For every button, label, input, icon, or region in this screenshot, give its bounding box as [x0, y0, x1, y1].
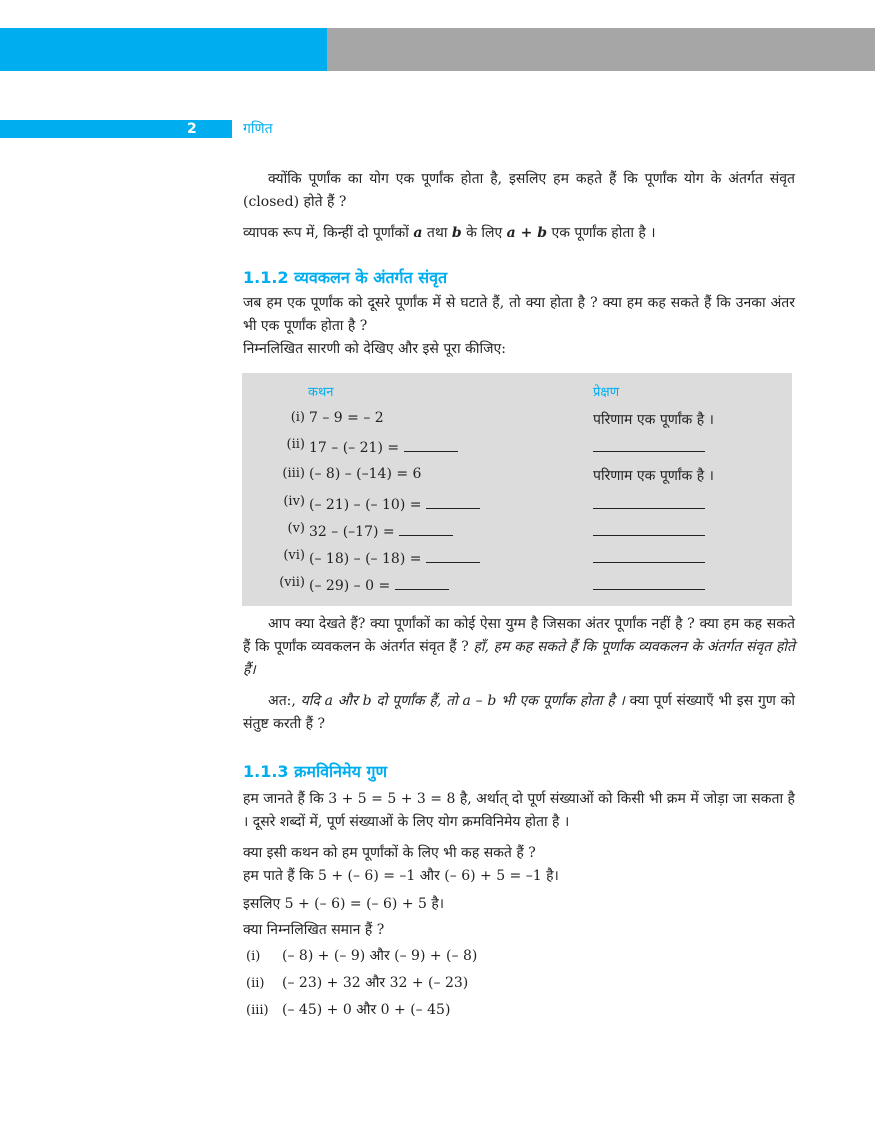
conclusion-paragraph	[243, 690, 795, 736]
page-number: 2	[187, 121, 197, 137]
item-number: (iii)	[246, 1003, 269, 1018]
section-paragraph: हम जानते हैं कि 3 + 5 = 5 + 3 = 8 है, अर्थात् दो पूर्ण संख्याओं को किसी भी क्रम में जोड़ा जा सकता है । दूसरे शब्दों में, पूर्ण संख्याओं के लिए योग क्रमविनिमेय होता है ।	[243, 791, 795, 830]
expression-text: 32 – (–17) =	[309, 524, 395, 540]
text: तथा	[422, 225, 452, 241]
row-number: (vii)	[279, 575, 305, 590]
text: व्यापक रूप में, किन्हीं दो पूर्णांकों	[243, 225, 414, 241]
expression-text: 7 – 9 = – 2	[309, 410, 384, 426]
row-expression	[309, 494, 480, 513]
answer-blank[interactable]	[426, 494, 480, 509]
table-row	[242, 494, 792, 518]
text: के लिए	[461, 225, 507, 241]
observation-text: परिणाम एक पूर्णांक है ।	[593, 412, 714, 428]
row-observation	[593, 410, 714, 429]
row-observation	[593, 521, 705, 540]
answer-blank[interactable]	[399, 521, 453, 536]
intro-paragraph: क्योंकि पूर्णांक का योग एक पूर्णांक होता है, इसलिए हम कहते हैं कि पूर्णांक योग के अंतर्गत संवृत (closed) होते हैं ?	[243, 171, 795, 210]
question-list	[246, 943, 477, 1024]
row-observation	[593, 548, 705, 567]
table-row	[242, 521, 792, 545]
text: क्या पूर्ण संख्याएँ भी इस गुण को संतुष्ट करती हैं ?	[243, 693, 796, 732]
section-paragraph: इसलिए 5 + (– 6) = (– 6) + 5 है।	[243, 896, 445, 912]
row-observation	[593, 437, 705, 456]
row-number: (vi)	[283, 548, 305, 563]
item-text: (– 45) + 0 और 0 + (– 45)	[282, 1002, 451, 1018]
table-row	[242, 466, 792, 490]
expression-text: (– 18) – (– 18) =	[309, 551, 422, 567]
text: आप क्या देखते हैं? क्या पूर्णांकों का कोई ऐसा युग्म है जिसका अंतर पूर्णांक नहीं है ? क्या हम कह सकते हैं कि पूर्णांक व्यवकलन के अंतर्गत संवृत हैं ?	[243, 616, 795, 655]
section-paragraph: निम्नलिखित सारणी को देखिए और इसे पूरा कीजिए:	[243, 341, 506, 357]
answer-blank[interactable]	[395, 575, 449, 590]
section-heading-1-1-2: 1.1.2 व्यवकलन के अंतर्गत संवृत	[243, 268, 448, 287]
table-row	[242, 410, 792, 434]
top-banner-gray	[327, 28, 875, 71]
section-heading-1-1-3: 1.1.3 क्रमविनिमेय गुण	[243, 762, 388, 781]
section-paragraph: क्या निम्नलिखित समान हैं ?	[243, 922, 385, 938]
italic-conclusion: हाँ, हम कह सकते हैं कि पूर्णांक व्यवकलन के अंतर्गत संवृत होते हैं।	[243, 639, 795, 678]
row-expression	[309, 548, 480, 567]
row-number: (i)	[290, 410, 305, 425]
row-expression	[309, 437, 458, 456]
var-a: a	[413, 225, 423, 241]
answer-blank[interactable]	[426, 548, 480, 563]
section-paragraph: हम पाते हैं कि 5 + (– 6) = –1 और (– 6) + 5 = –1 है।	[243, 868, 559, 884]
list-item	[246, 970, 477, 997]
var-b: b	[451, 225, 462, 241]
expression-text: (– 29) – 0 =	[309, 578, 391, 594]
subject-title: गणित	[243, 121, 273, 137]
expression-text: (– 8) – (–14) = 6	[309, 466, 422, 482]
row-number: (ii)	[286, 437, 305, 452]
italic-statement: यदि a और b दो पूर्णांक हैं, तो a – b भी एक पूर्णांक होता है ।	[300, 693, 625, 709]
row-number: (v)	[287, 521, 305, 536]
text: एक पूर्णांक होता है ।	[547, 225, 656, 241]
text: अत:,	[268, 693, 301, 709]
subtraction-table	[242, 373, 792, 606]
observation-text: परिणाम एक पूर्णांक है ।	[593, 468, 714, 484]
column-header-observation: प्रेक्षण	[593, 385, 620, 400]
row-expression	[309, 521, 453, 540]
row-expression	[309, 410, 384, 426]
list-item	[246, 997, 477, 1024]
intro-general-statement	[243, 222, 795, 245]
table-row	[242, 548, 792, 572]
item-number: (i)	[246, 949, 261, 964]
observation-paragraph	[243, 613, 795, 682]
top-banner-blue	[0, 28, 327, 71]
observation-blank[interactable]	[593, 494, 705, 509]
expression-text: 17 – (– 21) =	[309, 440, 400, 456]
row-observation	[593, 575, 705, 594]
section-paragraph: जब हम एक पूर्णांक को दूसरे पूर्णांक में से घटाते हैं, तो क्या होता है ? क्या हम कह सकते हैं कि उनका अंतर भी एक पूर्णांक होता है ?	[243, 295, 795, 334]
item-number: (ii)	[246, 976, 265, 991]
section-paragraph: क्या इसी कथन को हम पूर्णांकों के लिए भी कह सकते हैं ?	[243, 845, 536, 861]
row-number: (iii)	[282, 466, 305, 481]
observation-blank[interactable]	[593, 437, 705, 452]
table-row	[242, 575, 792, 599]
row-observation	[593, 494, 705, 513]
row-expression	[309, 575, 449, 594]
row-number: (iv)	[283, 494, 305, 509]
column-header-statement: कथन	[308, 385, 334, 400]
expression-text: (– 21) – (– 10) =	[309, 497, 422, 513]
answer-blank[interactable]	[404, 437, 458, 452]
item-text: (– 8) + (– 9) और (– 9) + (– 8)	[282, 948, 478, 964]
row-observation	[593, 466, 714, 485]
table-row	[242, 437, 792, 461]
running-header-bar	[0, 120, 232, 138]
observation-blank[interactable]	[593, 521, 705, 536]
item-text: (– 23) + 32 और 32 + (– 23)	[282, 975, 469, 991]
observation-blank[interactable]	[593, 575, 705, 590]
expression: a + b	[506, 225, 547, 241]
observation-blank[interactable]	[593, 548, 705, 563]
row-expression	[309, 466, 421, 482]
list-item	[246, 943, 477, 970]
